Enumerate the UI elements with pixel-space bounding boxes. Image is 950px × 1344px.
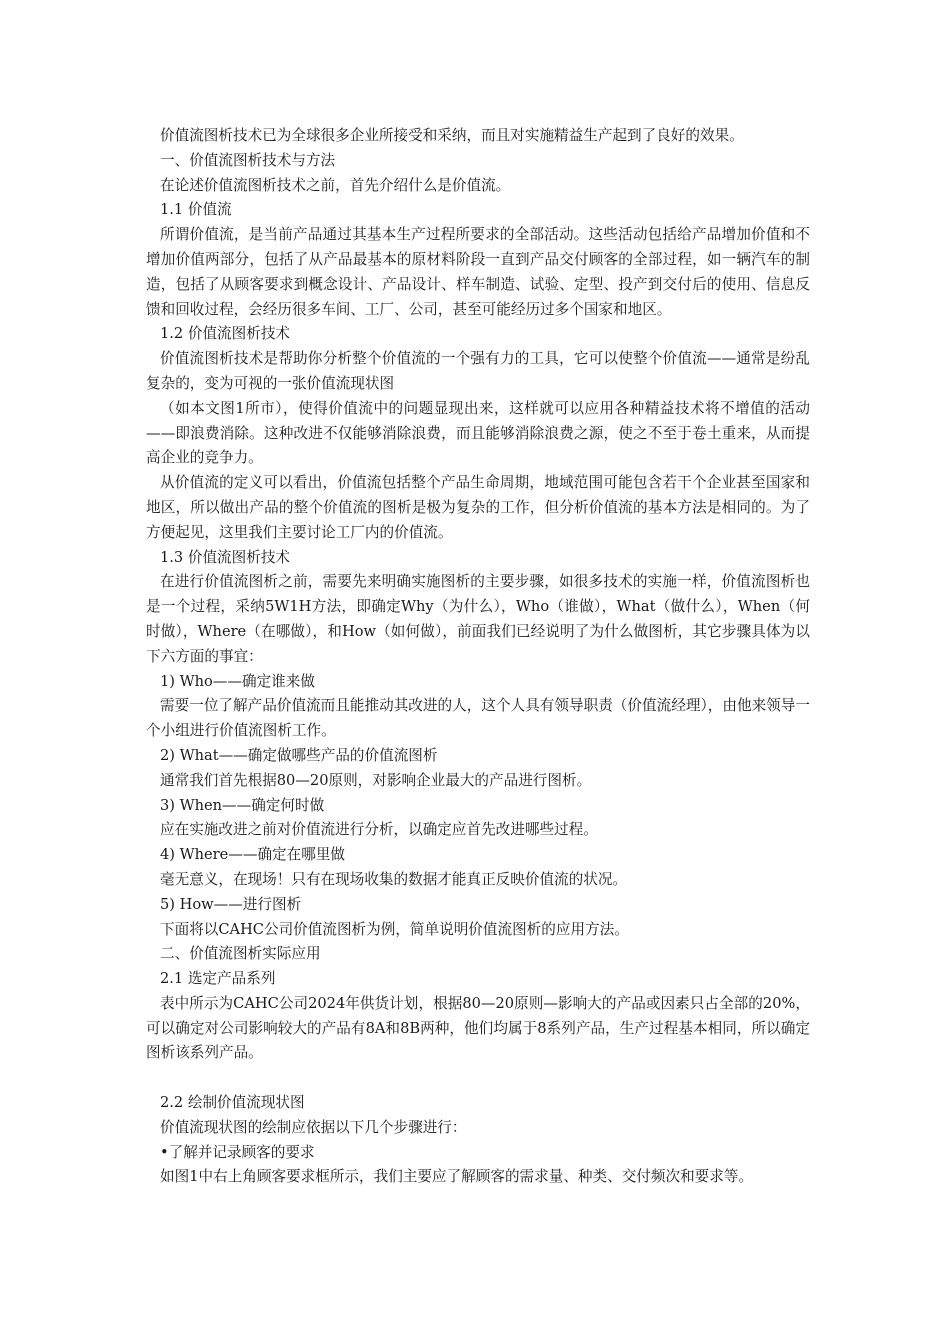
paragraph: 从价值流的定义可以看出，价值流包括整个产品生命周期，地域范围可能包含若干个企业甚至国家和地区，所以做出产品的整个价值流的图析是极为复杂的工作，但分析价值流的基本方法是相同的。为了方便起见，这里我们主要讨论工厂内的价值流。 (146, 474, 810, 541)
paragraph: 表中所示为CAHC公司2024年供货计划，根据80—20原则—影响大的产品或因素只占全部的20%，可以确定对公司影响较大的产品有8A和8B两种，他们均属于8系列产品，生产过程基本相同，所以确定图析该系列产品。 (146, 994, 810, 1062)
section-heading-1: 一、价值流图析技术与方法 (160, 151, 336, 169)
blank-line (146, 1066, 810, 1091)
paragraph: 在进行价值流图析之前，需要先来明确实施图析的主要步骤，如很多技术的实施一样，价值流图析也是一个过程，采纳5W1H方法，即确定Why（为什么），Who（谁做），What（做什么），When（何时做），Where（在哪做），和How（如何做），前面我们已经说明了为什么做图析，其它步骤具体为以下六方面的事宜： (146, 573, 810, 665)
paragraph: 如图1中右上角顾客要求框所示，我们主要应了解顾客的需求量、种类、交付频次和要求等。 (160, 1168, 754, 1186)
paragraph: 在论述价值流图析技术之前，首先介绍什么是价值流。 (160, 176, 511, 194)
step-heading-who: 1) Who——确定谁来做 (160, 672, 315, 690)
subsection-heading-2-2: 2.2 绘制价值流现状图 (160, 1094, 305, 1112)
paragraph: 需要一位了解产品价值流而且能推动其改进的人，这个人具有领导职责（价值流经理），由他来领导一个小组进行价值流图析工作。 (146, 697, 810, 740)
paragraph: 价值流现状图的绘制应依据以下几个步骤进行： (160, 1118, 467, 1136)
paragraph: 应在实施改进之前对价值流进行分析，以确定应首先改进哪些过程。 (160, 821, 598, 839)
document-body (146, 124, 810, 1190)
paragraph: 毫无意义，在现场！只有在现场收集的数据才能真正反映价值流的状况。 (160, 870, 628, 888)
section-heading-2: 二、价值流图析实际应用 (160, 945, 321, 963)
paragraph: 通常我们首先根据80—20原则，对影响企业最大的产品进行图析。 (160, 771, 592, 789)
subsection-heading-2-1: 2.1 选定产品系列 (160, 970, 276, 988)
step-heading-what: 2) What——确定做哪些产品的价值流图析 (160, 746, 438, 764)
paragraph-intro: 价值流图析技术已为全球很多企业所接受和采纳，而且对实施精益生产起到了良好的效果。 (160, 127, 744, 144)
step-heading-where: 4) Where——确定在哪里做 (160, 846, 346, 864)
step-heading-when: 3) When——确定何时做 (160, 796, 325, 814)
subsection-heading-1-2: 1.2 价值流图析技术 (160, 325, 291, 343)
bullet-item: •了解并记录顾客的要求 (160, 1143, 315, 1161)
paragraph: 所谓价值流，是当前产品通过其基本生产过程所要求的全部活动。这些活动包括给产品增加价值和不增加价值两部分，包括了从产品最基本的原材料阶段一直到产品交付顾客的全部过程，如一辆汽车的制造，包括了从顾客要求到概念设计、产品设计、样车制造、试验、定型、投产到交付后的使用、信息反馈和回收过程，会经历很多车间、工厂、公司，甚至可能经历过多个国家和地区。 (146, 226, 810, 318)
step-heading-how: 5) How——进行图析 (160, 895, 302, 913)
paragraph: 下面将以CAHC公司价值流图析为例，简单说明价值流图析的应用方法。 (160, 920, 629, 938)
paragraph: （如本文图1所市），使得价值流中的问题显现出来，这样就可以应用各种精益技术将不增值的活动——即浪费消除。这种改进不仅能够消除浪费，而且能够消除浪费之源，使之不至于卷土重来，从而提高企业的竞争力。 (146, 399, 810, 467)
subsection-heading-1-1: 1.1 价值流 (160, 201, 232, 219)
subsection-heading-1-3: 1.3 价值流图析技术 (160, 548, 291, 566)
paragraph: 价值流图析技术是帮助你分析整个价值流的一个强有力的工具，它可以使整个价值流——通常是纷乱复杂的，变为可视的一张价值流现状图 (146, 350, 810, 392)
